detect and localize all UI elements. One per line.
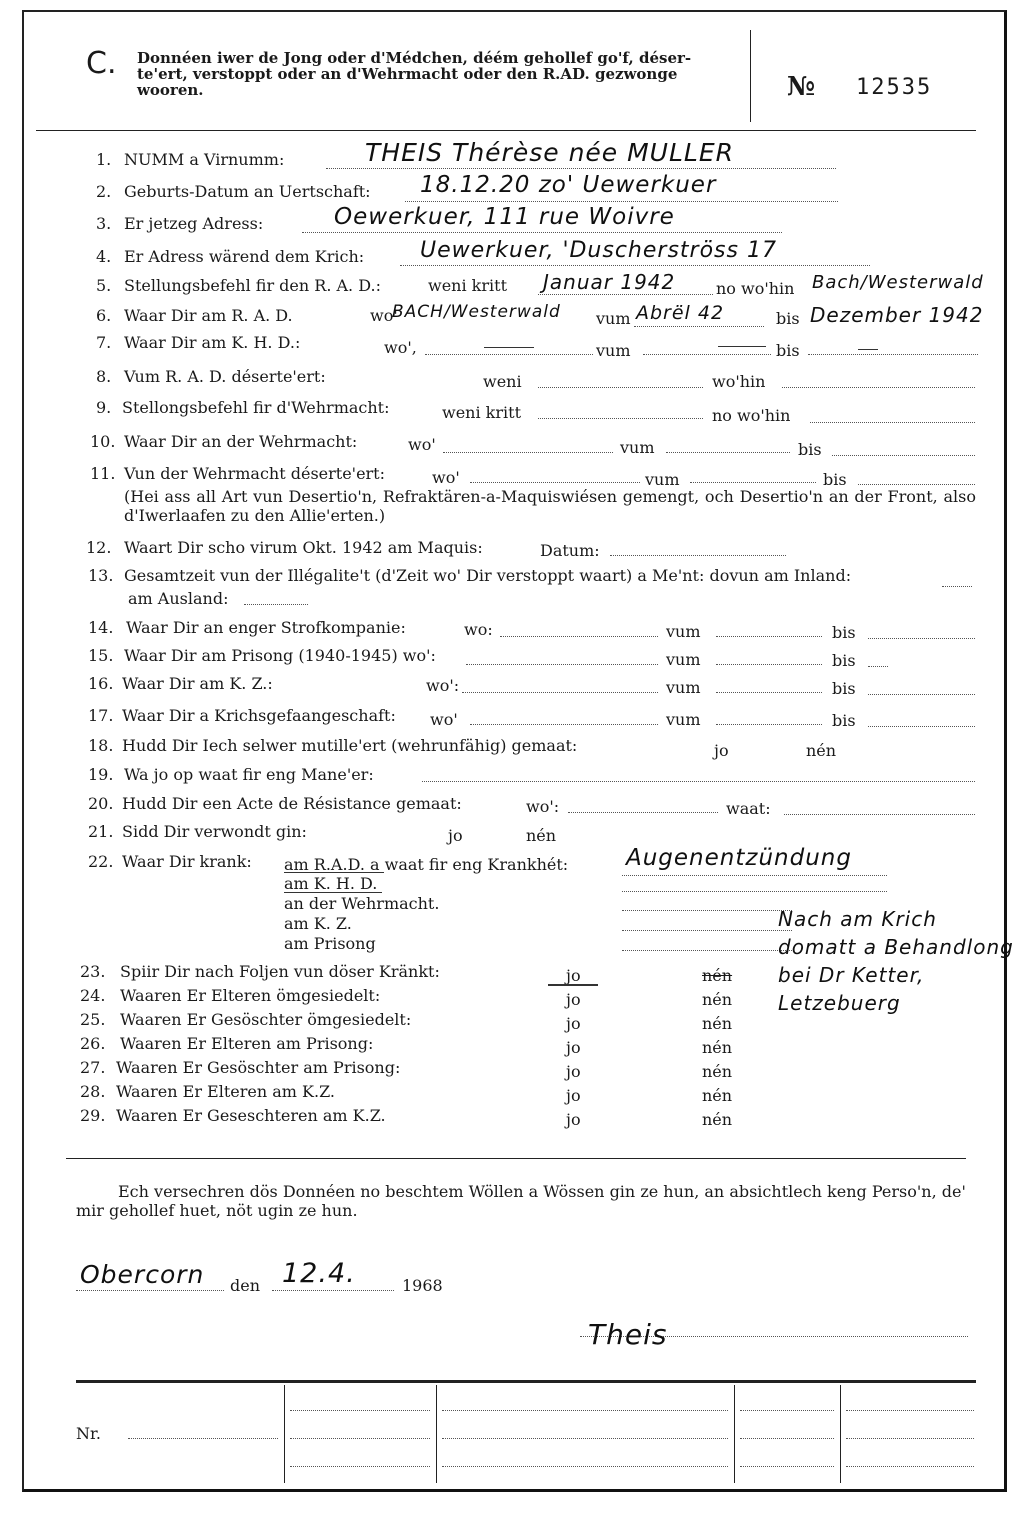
yes-option[interactable]: jo	[448, 826, 463, 845]
penal-company-label: Waar Dir an enger Strofkompanie:	[126, 618, 406, 637]
item-number: 12.	[86, 538, 112, 557]
item-number: 18.	[88, 736, 114, 755]
siblings-prison-label: Waaren Er Gesöschter am Prisong:	[116, 1058, 401, 1077]
fill-line	[538, 418, 703, 419]
fill-line	[942, 586, 972, 587]
until-label: bis	[798, 440, 822, 459]
from-label: vum	[666, 622, 701, 641]
fill-line	[784, 814, 975, 815]
fill-line	[868, 694, 975, 695]
wounded-label: Sidd Dir verwondt gin:	[122, 822, 307, 841]
yes-option[interactable]: jo	[566, 1086, 581, 1105]
rad-desert-label: Vum R. A. D. déserte'ert:	[124, 367, 326, 386]
fill-line	[782, 387, 975, 388]
no-option[interactable]: nén	[526, 826, 557, 845]
from-label: vum	[666, 710, 701, 729]
address-value[interactable]: Oewerkuer, 111 rue Woivre	[334, 204, 675, 230]
fill-line	[622, 910, 792, 911]
sick-rad-label: am R.A.D. a waat fir eng Krankhét:	[284, 855, 569, 874]
fill-line	[538, 387, 703, 388]
abroad-label: am Ausland:	[128, 589, 229, 608]
war-address-label: Er Adress wärend dem Krich:	[124, 247, 365, 266]
fill-line	[716, 664, 822, 665]
fill-line	[622, 875, 887, 876]
no-option[interactable]: nén	[702, 1110, 733, 1129]
rad-until[interactable]: Dezember 1942	[810, 303, 984, 327]
fill-line	[858, 484, 975, 485]
fill-line	[442, 1466, 728, 1467]
birth-value[interactable]: 18.12.20 zo' Uewerkuer	[420, 172, 717, 198]
war-address-value[interactable]: Uewerkuer, 'Duscherströss 17	[420, 238, 777, 263]
item-number: 22.	[88, 852, 114, 871]
wehrmacht-order-label: Stellongsbefehl fir d'Wehrmacht:	[122, 398, 390, 417]
fill-line	[808, 354, 978, 355]
item-number: 29.	[80, 1106, 106, 1125]
from-label: vum	[620, 438, 655, 457]
fill-line	[244, 604, 308, 605]
fill-line	[326, 168, 836, 169]
fill-line	[610, 555, 786, 556]
where-label: wo',	[384, 338, 417, 357]
where-label: wo'	[370, 306, 398, 325]
place-value[interactable]: Obercorn	[80, 1260, 205, 1289]
yes-option[interactable]: jo	[714, 741, 729, 760]
until-label: bis	[832, 679, 856, 698]
rad-from[interactable]: Abrël 42	[636, 302, 725, 324]
fill-line	[538, 294, 713, 295]
item-number: 9.	[96, 398, 112, 417]
yes-option[interactable]: jo	[566, 1038, 581, 1057]
header-rule	[36, 130, 976, 131]
until-label: bis	[776, 309, 800, 328]
fill-line	[405, 201, 838, 202]
rad-order-label: Stellungsbefehl fir den R. A. D.:	[124, 276, 381, 295]
fill-line	[500, 636, 658, 637]
item-number: 13.	[88, 566, 114, 585]
header-text: Donnéen iwer de Jong oder d'Médchen, déém gehollef go'f, déser-te'ert, verstoppt oder an d'Wehrmacht oder den R.AD. gezwonge wooren.	[137, 49, 692, 99]
fill-line	[425, 354, 593, 355]
fill-line	[462, 692, 658, 693]
fill-line	[470, 724, 658, 725]
item-number: 7.	[96, 333, 112, 352]
rad-place[interactable]: BACH/Westerwald	[392, 302, 561, 322]
fill-line	[846, 1466, 974, 1467]
empty-dash	[858, 349, 878, 350]
form-number: 12535	[856, 75, 933, 100]
where-label: wo'	[408, 435, 436, 454]
fill-line	[302, 232, 782, 233]
name-value[interactable]: THEIS Thérèse née MULLER	[365, 138, 735, 167]
no-option[interactable]: nén	[702, 990, 733, 1009]
when-label: weni kritt	[442, 403, 521, 422]
siblings-kz-label: Waaren Er Geseschteren am K.Z.	[116, 1106, 386, 1125]
to-where-label: wo'hin	[712, 372, 766, 391]
name-label: NUMM a Virnumm:	[124, 150, 285, 169]
rad-label: Waar Dir am R. A. D.	[124, 306, 293, 325]
item-number: 11.	[90, 464, 116, 483]
yes-option[interactable]: jo	[566, 1110, 581, 1129]
maquis-label: Waart Dir scho virum Okt. 1942 am Maquis:	[124, 538, 483, 557]
fill-line	[400, 265, 870, 266]
signature[interactable]: Theis	[588, 1318, 668, 1351]
underline	[548, 984, 598, 986]
until-label: bis	[776, 341, 800, 360]
to-where-label: no wo'hin	[712, 406, 791, 425]
item-number: 4.	[96, 247, 112, 266]
fill-line	[846, 1410, 974, 1411]
fill-line	[442, 1410, 728, 1411]
fill-line	[442, 1438, 728, 1439]
fill-line	[290, 1466, 430, 1467]
where-label: wo':	[526, 797, 560, 816]
date-label: Datum:	[540, 541, 600, 560]
where-label: wo'	[430, 710, 458, 729]
where-label: wo':	[426, 676, 460, 695]
footer-divider	[840, 1385, 841, 1483]
section-letter: C.	[86, 46, 117, 81]
footer-divider	[436, 1385, 437, 1483]
no-option[interactable]: nén	[806, 741, 837, 760]
fill-line	[740, 1438, 834, 1439]
declaration-text: Ech versechren dös Donnéen no beschtem Wöllen a Wössen gin ze hun, an absichtlech keng Perso'n, de' mir gehollef huet, nöt ugin ze hun.	[76, 1182, 966, 1220]
fill-line	[272, 1290, 394, 1291]
header-divider	[750, 30, 751, 122]
fill-line	[716, 636, 822, 637]
footer-divider	[284, 1385, 285, 1483]
from-label: vum	[596, 341, 631, 360]
fill-line	[634, 326, 764, 327]
when-label: weni	[483, 372, 522, 391]
sick-label: Waar Dir krank:	[122, 852, 252, 871]
no-option[interactable]: nén	[702, 1014, 733, 1033]
no-option[interactable]: nén	[702, 966, 733, 985]
no-option[interactable]: nén	[702, 1086, 733, 1105]
fill-line	[832, 455, 975, 456]
to-where-label: no wo'hin	[716, 279, 795, 298]
sick-kz-label: am K. Z.	[284, 914, 352, 933]
from-label: vum	[666, 650, 701, 669]
when-label: weni kritt	[428, 276, 507, 295]
item-number: 23.	[80, 962, 106, 981]
sick-prison-label: am Prisong	[284, 934, 376, 953]
consequences-label: Spiir Dir nach Foljen vun döser Kränkt:	[120, 962, 440, 981]
fill-line	[716, 692, 822, 693]
date-value[interactable]: 12.4.	[282, 1258, 356, 1289]
fill-line	[666, 452, 790, 453]
item-number: 21.	[88, 822, 114, 841]
item-number: 17.	[88, 706, 114, 725]
empty-dash	[484, 347, 534, 348]
item-number: 15.	[88, 646, 114, 665]
item-number: 14.	[88, 618, 114, 637]
fill-line	[568, 812, 718, 813]
item-number: 2.	[96, 182, 112, 201]
den-label: den	[230, 1276, 261, 1295]
underline	[284, 872, 384, 873]
fill-line	[740, 1466, 834, 1467]
parents-resettled-label: Waaren Er Elteren ömgesiedelt:	[120, 986, 381, 1005]
item-number: 20.	[88, 794, 114, 813]
sick-wehrmacht-label: an der Wehrmacht.	[284, 894, 440, 913]
fill-line	[690, 482, 816, 483]
no-option[interactable]: nén	[702, 1038, 733, 1057]
fill-line	[810, 422, 975, 423]
birth-label: Geburts-Datum an Uertschaft:	[124, 182, 371, 201]
fill-line	[868, 638, 975, 639]
year-label: 1968	[402, 1276, 443, 1295]
fill-line	[868, 726, 975, 727]
fill-line	[643, 354, 771, 355]
footer-rule	[76, 1380, 976, 1383]
item-number: 5.	[96, 276, 112, 295]
from-label: vum	[666, 678, 701, 697]
from-label: vum	[645, 470, 680, 489]
item-number: 8.	[96, 367, 112, 386]
fill-line	[466, 664, 658, 665]
item-number: 1.	[96, 150, 112, 169]
underline	[284, 892, 382, 893]
illness-value[interactable]: Augenentzündung	[626, 845, 852, 871]
fill-line	[76, 1290, 224, 1291]
manner-label: Wa jo op waat fir eng Mane'er:	[124, 765, 374, 784]
fill-line	[740, 1410, 834, 1411]
yes-option[interactable]: jo	[566, 1014, 581, 1033]
fill-line	[443, 452, 613, 453]
section-rule	[66, 1158, 966, 1159]
item-number: 27.	[80, 1058, 106, 1077]
illegality-label: Gesamtzeit vun der Illégalite't (d'Zeit wo' Dir verstoppt waart) a Me'nt: dovun am Inland:	[124, 566, 852, 585]
until-label: bis	[823, 470, 847, 489]
parents-prison-label: Waaren Er Elteren am Prisong:	[120, 1034, 374, 1053]
kz-label: Waar Dir am K. Z.:	[122, 674, 273, 693]
fill-line	[470, 482, 640, 483]
siblings-resettled-label: Waaren Er Gesöschter ömgesiedelt:	[120, 1010, 412, 1029]
number-label: №	[787, 72, 816, 102]
item-number: 26.	[80, 1034, 106, 1053]
pow-label: Waar Dir a Krichsgefaangeschaft:	[122, 706, 396, 725]
rad-order-date[interactable]: Januar 1942	[543, 270, 676, 294]
fill-line	[846, 1438, 974, 1439]
where-label: wo:	[464, 620, 493, 639]
desertion-note: (Hei ass all Art vun Desertio'n, Refraktären-a-Maquiswiésen gemengt, och Desertio'n an der Front, also d'Iwerlaafen zu den Allie'erten.)	[124, 487, 976, 525]
fill-line	[716, 724, 822, 725]
address-label: Er jetzeg Adress:	[124, 214, 264, 233]
prison-label: Waar Dir am Prisong (1940-1945) wo':	[124, 646, 436, 665]
until-label: bis	[832, 623, 856, 642]
item-number: 28.	[80, 1082, 106, 1101]
khd-label: Waar Dir am K. H. D.:	[124, 333, 301, 352]
from-label: vum	[596, 309, 631, 328]
parents-kz-label: Waaren Er Elteren am K.Z.	[116, 1082, 336, 1101]
until-label: bis	[832, 651, 856, 670]
self-mutilation-label: Hudd Dir Iech selwer mutille'ert (wehrunfähig) gemaat:	[122, 736, 578, 755]
item-number: 6.	[96, 306, 112, 325]
item-number: 24.	[80, 986, 106, 1005]
where-label: wo'	[432, 468, 460, 487]
footer-divider	[734, 1385, 735, 1483]
fill-line	[422, 781, 975, 782]
item-number: 10.	[90, 432, 116, 451]
wehrmacht-label: Waar Dir an der Wehrmacht:	[124, 432, 358, 451]
item-number: 25.	[80, 1010, 106, 1029]
fill-line	[622, 930, 792, 931]
item-number: 16.	[88, 674, 114, 693]
yes-option[interactable]: jo	[566, 966, 581, 985]
no-option[interactable]: nén	[702, 1062, 733, 1081]
illness-note[interactable]: Nach am Krich domatt a Behandlong bei Dr Ketter, Letzebuerg	[778, 907, 1014, 1015]
fill-line	[290, 1438, 430, 1439]
resistance-label: Hudd Dir een Acte de Résistance gemaat:	[122, 794, 462, 813]
yes-option[interactable]: jo	[566, 1062, 581, 1081]
desertion-label: Vun der Wehrmacht déserte'ert:	[124, 464, 385, 483]
nr-label: Nr.	[76, 1424, 101, 1443]
fill-line	[622, 950, 792, 951]
until-label: bis	[832, 711, 856, 730]
fill-line	[290, 1410, 430, 1411]
fill-line	[128, 1438, 278, 1439]
rad-order-place[interactable]: Bach/Westerwald	[812, 272, 984, 293]
fill-line	[622, 891, 887, 892]
what-label: waat:	[726, 799, 771, 818]
item-number: 19.	[88, 765, 114, 784]
item-number: 3.	[96, 214, 112, 233]
empty-dash	[718, 346, 766, 347]
fill-line	[868, 666, 888, 667]
sick-khd-label: am K. H. D.	[284, 874, 378, 893]
yes-option[interactable]: jo	[566, 990, 581, 1009]
